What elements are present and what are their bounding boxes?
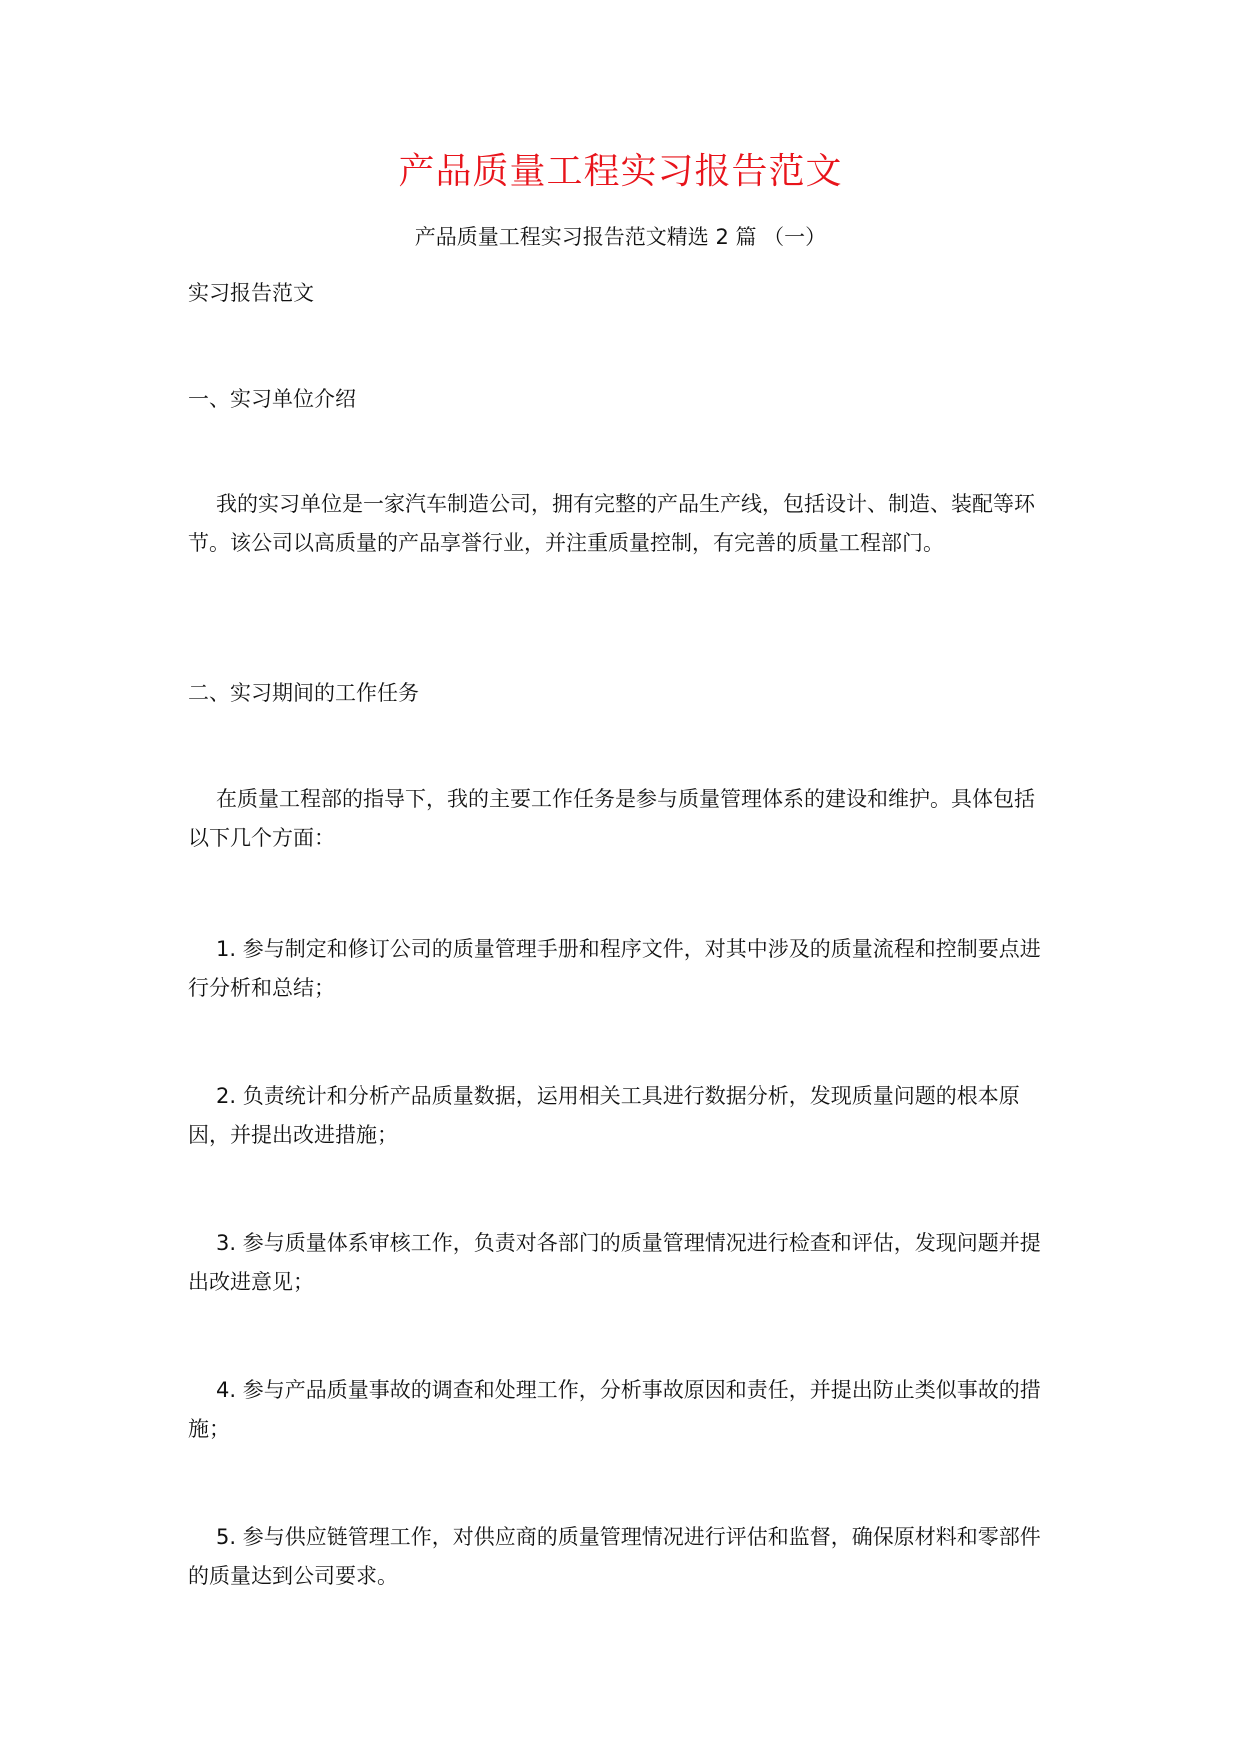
list-item: 3. 参与质量体系审核工作，负责对各部门的质量管理情况进行检查和评估，发现问题并提出改进意见； bbox=[188, 1231, 1041, 1294]
document-title: 产品质量工程实习报告范文 bbox=[398, 151, 843, 192]
section-body-work-tasks: 在质量工程部的指导下，我的主要工作任务是参与质量管理体系的建设和维护。具体包括以下几个方面： bbox=[188, 787, 1035, 850]
document-subtitle: 产品质量工程实习报告范文精选 2 篇 （一） bbox=[414, 225, 827, 249]
list-item: 4. 参与产品质量事故的调查和处理工作，分析事故原因和责任，并提出防止类似事故的措施； bbox=[188, 1378, 1041, 1441]
list-item: 2. 负责统计和分析产品质量数据，运用相关工具进行数据分析，发现质量问题的根本原因，并提出改进措施； bbox=[188, 1084, 1020, 1147]
report-label: 实习报告范文 bbox=[188, 281, 314, 305]
section-heading-unit-intro: 一、实习单位介绍 bbox=[188, 387, 356, 411]
list-item: 5. 参与供应链管理工作，对供应商的质量管理情况进行评估和监督，确保原材料和零部件的质量达到公司要求。 bbox=[188, 1525, 1041, 1588]
section-heading-work-tasks: 二、实习期间的工作任务 bbox=[188, 681, 419, 705]
section-body-unit-intro: 我的实习单位是一家汽车制造公司，拥有完整的产品生产线，包括设计、制造、装配等环节。该公司以高质量的产品享誉行业，并注重质量控制，有完善的质量工程部门。 bbox=[188, 492, 1035, 555]
list-item: 1. 参与制定和修订公司的质量管理手册和程序文件，对其中涉及的质量流程和控制要点进行分析和总结； bbox=[188, 937, 1041, 1000]
